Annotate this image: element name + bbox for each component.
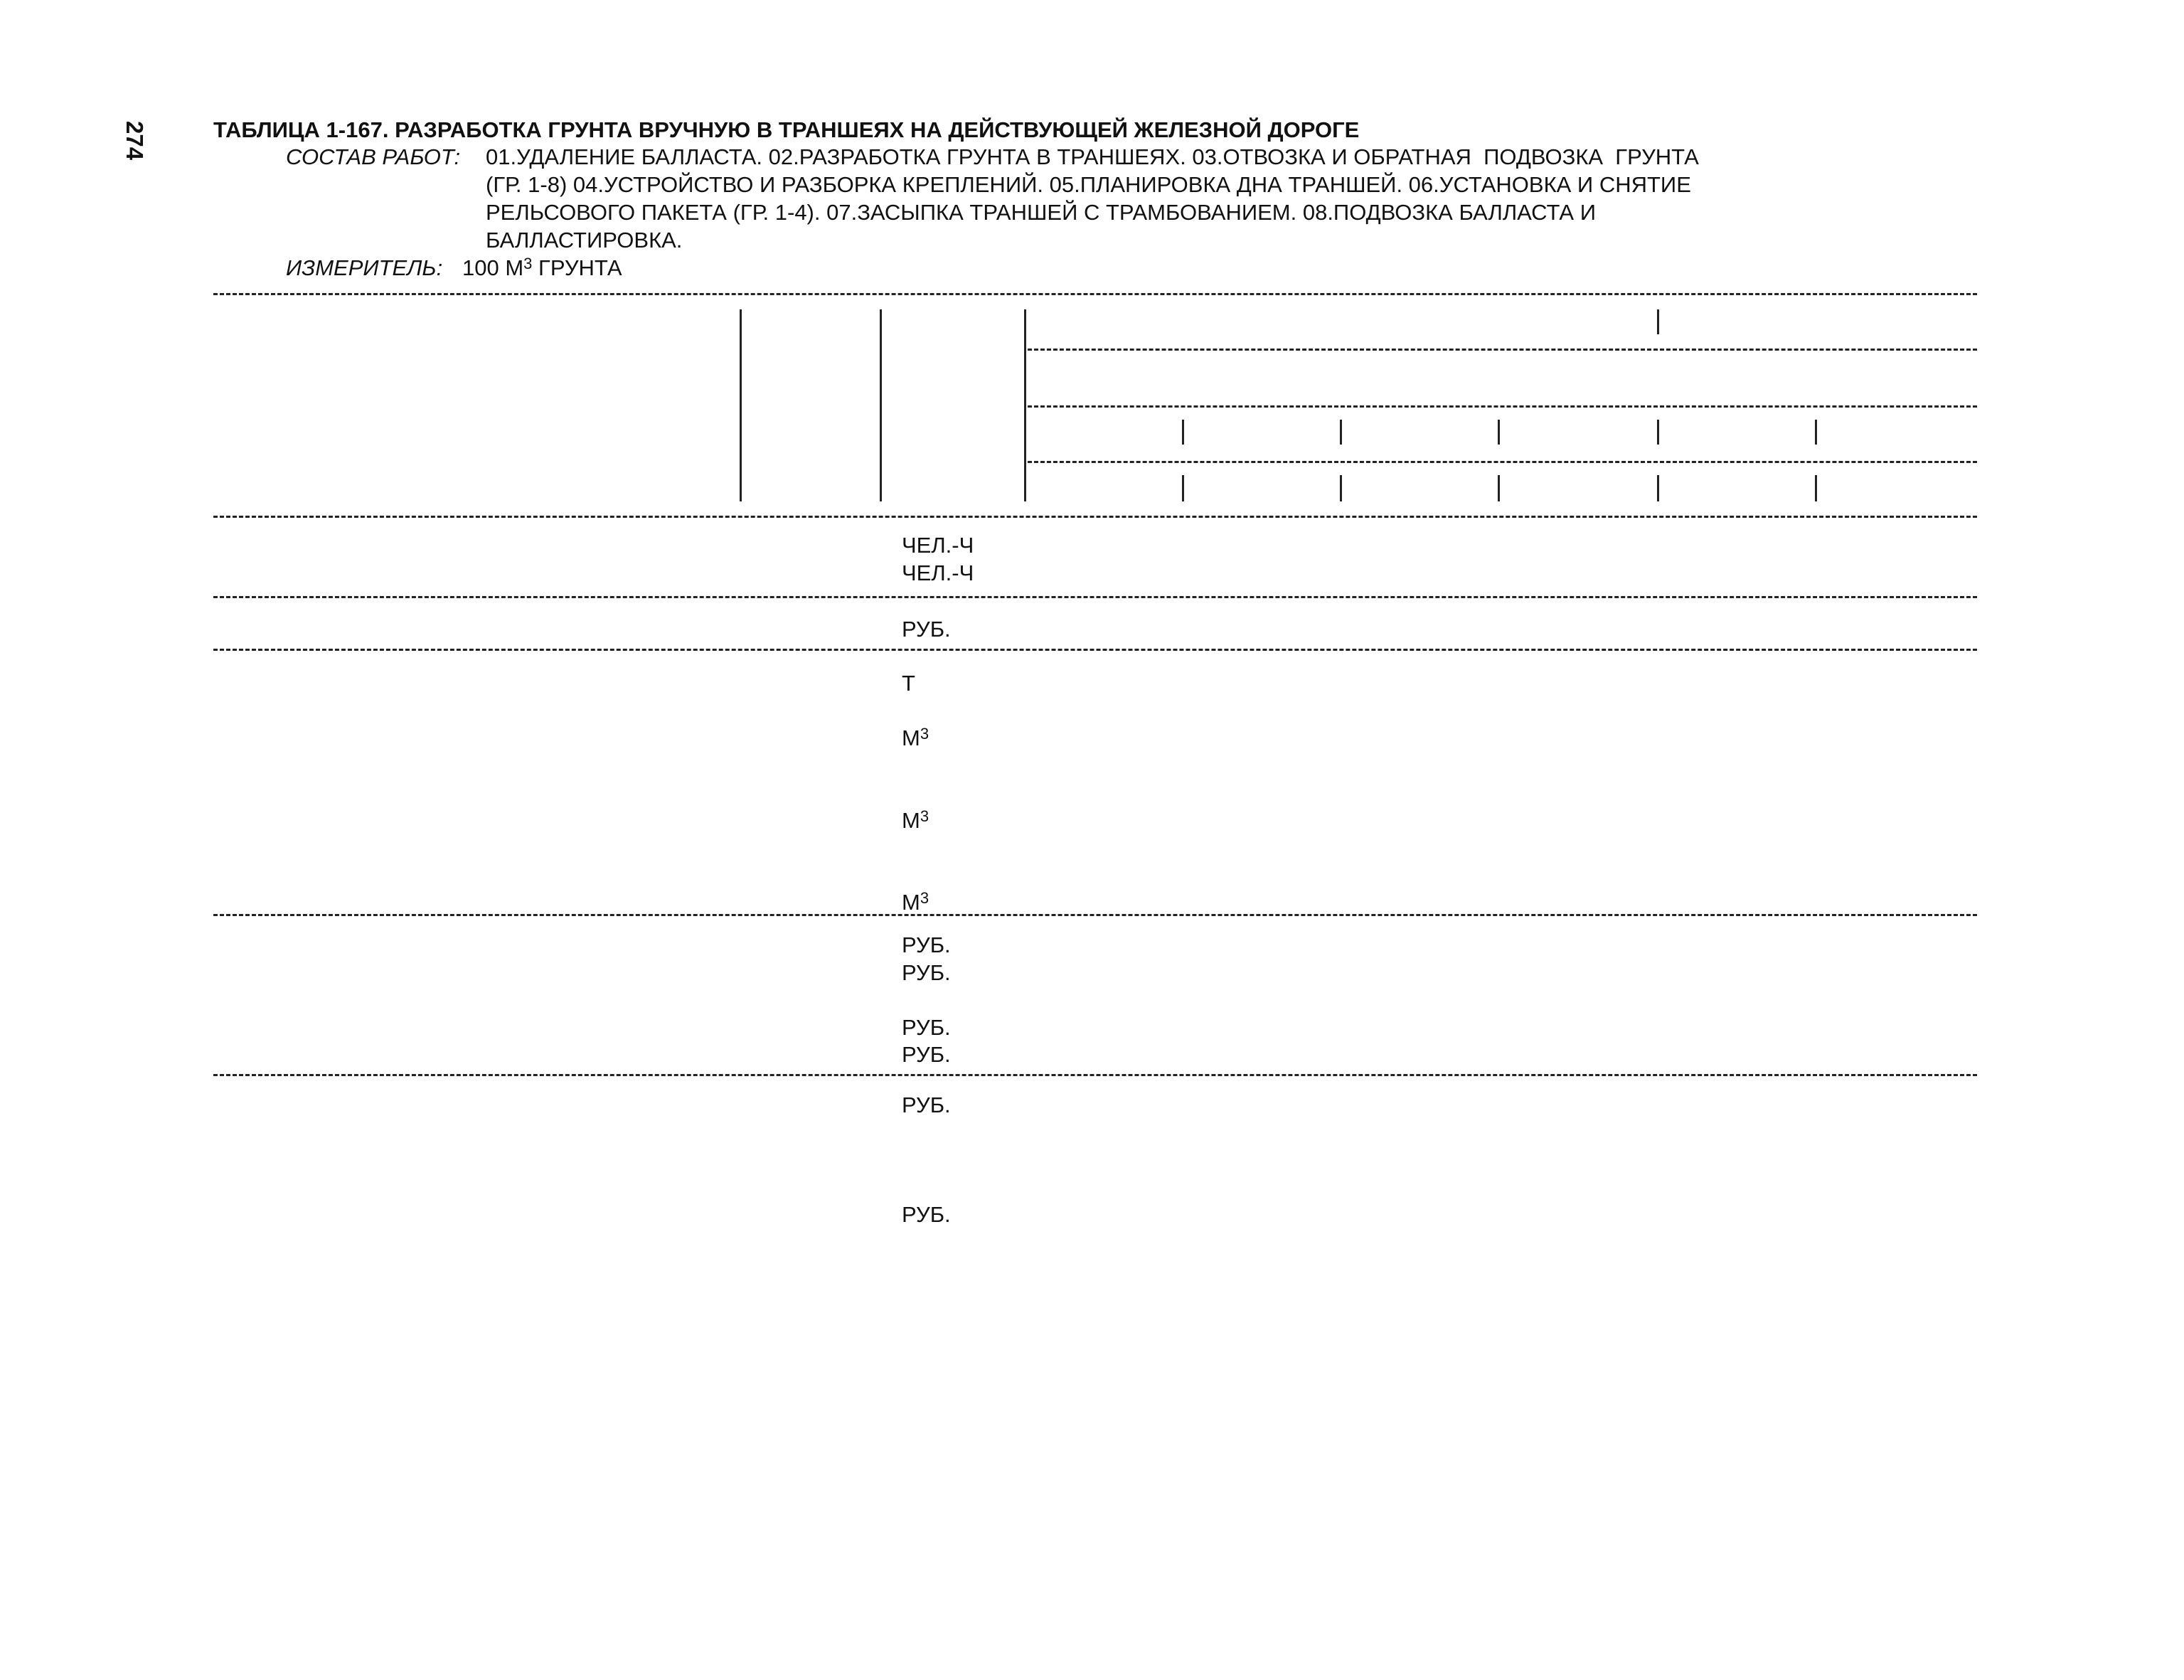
composition-line: 01.УДАЛЕНИЕ БАЛЛАСТА. 02.РАЗРАБОТКА ГРУНТА В ТРАНШЕЯХ. 03.ОТВОЗКА И ОБРАТНАЯ ПОДВОЗКА ГРУНТА bbox=[486, 144, 1699, 169]
column-divider bbox=[1657, 420, 1659, 445]
table-title: ТАБЛИЦА 1-167. РАЗРАБОТКА ГРУНТА ВРУЧНУЮ В ТРАНШЕЯХ НА ДЕЙСТВУЮЩЕЙ ЖЕЛЕЗНОЙ ДОРОГЕ bbox=[213, 117, 1360, 142]
column-divider bbox=[880, 309, 882, 501]
column-divider bbox=[1024, 420, 1026, 445]
column-divider bbox=[1024, 309, 1026, 501]
page-number: 274 bbox=[122, 121, 148, 161]
column-divider bbox=[1340, 475, 1342, 501]
row-unit: ЧЕЛ.-Ч bbox=[902, 560, 974, 585]
meter-label: ИЗМЕРИТЕЛЬ: bbox=[286, 255, 443, 280]
row-unit: РУБ. bbox=[902, 1092, 951, 1117]
row-unit: РУБ. bbox=[902, 1042, 951, 1067]
section-divider bbox=[213, 649, 1977, 651]
meter-value: 100 $М^3$ ГРУНТА bbox=[462, 255, 622, 280]
row-unit: $М^3$ bbox=[902, 807, 929, 833]
row-unit: РУБ. bbox=[902, 1202, 951, 1227]
composition-line: (ГР. 1-8) 04.УСТРОЙСТВО И РАЗБОРКА КРЕПЛЕНИЙ. 05.ПЛАНИРОВКА ДНА ТРАНШЕЙ. 06.УСТАНОВКА И СНЯТИЕ bbox=[486, 172, 1691, 197]
row-unit: $М^3$ bbox=[902, 725, 929, 750]
row-unit: $М^3$ bbox=[902, 889, 929, 915]
row-unit: РУБ. bbox=[902, 959, 951, 985]
column-divider bbox=[1657, 309, 1659, 334]
divider bbox=[1028, 461, 1977, 463]
column-divider bbox=[1498, 420, 1500, 445]
header-top-line bbox=[213, 293, 1977, 295]
column-divider bbox=[1815, 420, 1817, 445]
row-unit: РУБ. bbox=[902, 1014, 951, 1040]
row-unit: ЧЕЛ.-Ч bbox=[902, 533, 974, 558]
divider bbox=[1028, 349, 1977, 351]
section-divider bbox=[213, 596, 1977, 598]
composition-line: РЕЛЬСОВОГО ПАКЕТА (ГР. 1-4). 07.ЗАСЫПКА ТРАНШЕЙ С ТРАМБОВАНИЕМ. 08.ПОДВОЗКА БАЛЛАСТА И bbox=[486, 200, 1597, 225]
column-divider bbox=[1815, 475, 1817, 501]
section-divider bbox=[213, 914, 1977, 916]
column-divider bbox=[1498, 475, 1500, 501]
row-unit: РУБ. bbox=[902, 932, 951, 957]
header-bottom-line bbox=[213, 516, 1977, 518]
section-divider bbox=[213, 1074, 1977, 1076]
column-divider bbox=[1340, 420, 1342, 445]
composition-line: БАЛЛАСТИРОВКА. bbox=[486, 228, 683, 252]
row-unit: Т bbox=[902, 671, 915, 696]
row-unit: РУБ. bbox=[902, 617, 951, 642]
column-divider bbox=[1182, 475, 1184, 501]
composition-label: СОСТАВ РАБОТ: bbox=[286, 144, 461, 169]
column-divider bbox=[1182, 420, 1184, 445]
column-divider bbox=[1657, 475, 1659, 501]
column-divider bbox=[740, 309, 742, 501]
divider bbox=[1028, 405, 1977, 408]
